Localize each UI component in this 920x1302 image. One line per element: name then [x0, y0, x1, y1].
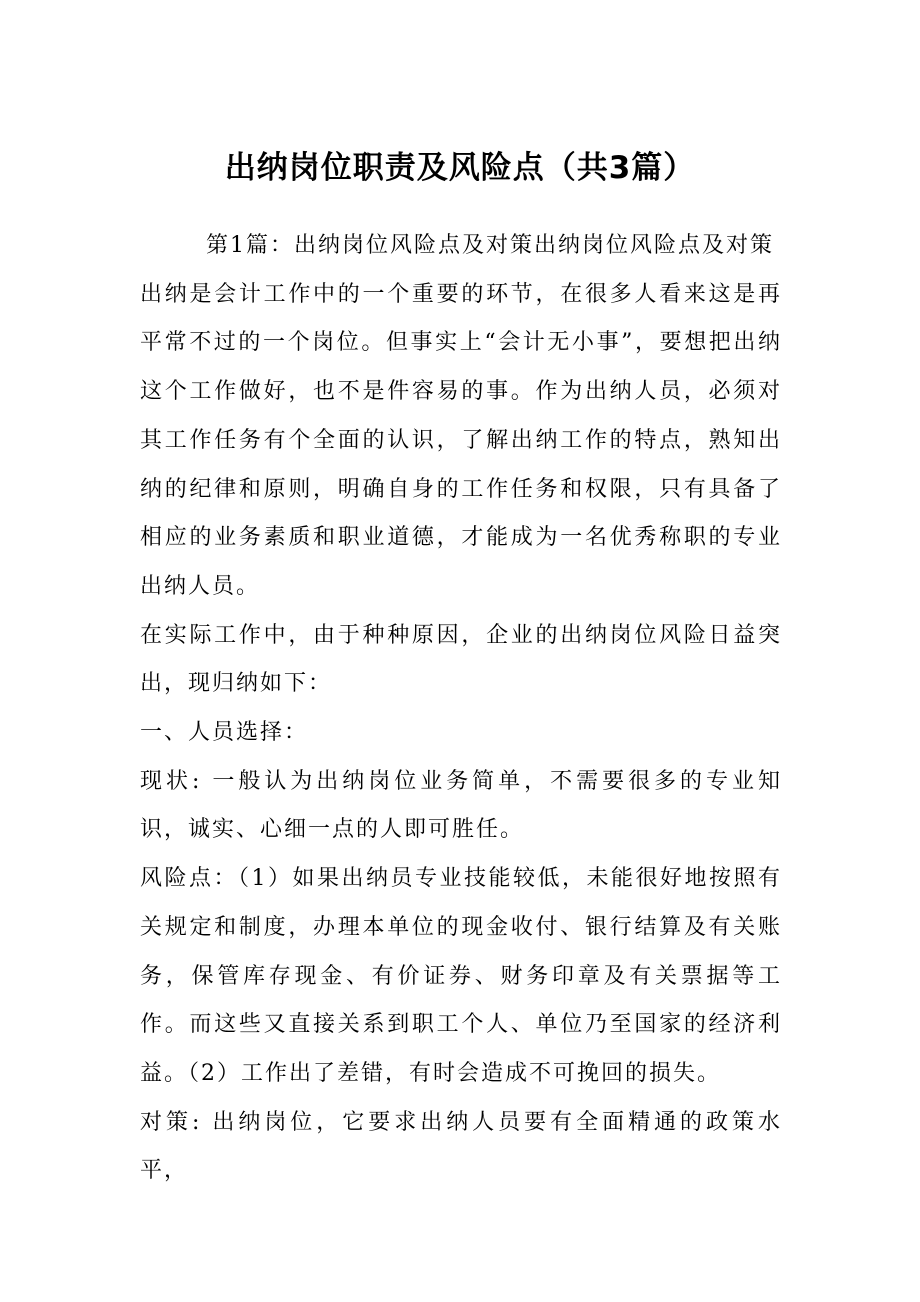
paragraph-intro: 出纳是会计工作中的一个重要的环节，在很多人看来这是再平常不过的一个岗位。但事实上“会计无小事”，要想把出纳这个工作做好，也不是件容易的事。作为出纳人员，必须对其工作任务有个全面的认识，了解出纳工作的特点，熟知出纳的纪律和原则，明确自身的工作任务和权限，只有具备了相应的业务素质和职业道德，才能成为一名优秀称职的专业出纳人员。	[140, 281, 782, 599]
document-body	[140, 222, 782, 1196]
document-title: 出纳岗位职责及风险点（共3篇）	[224, 150, 696, 186]
paragraph-countermeasure: 对策: 出纳岗位，它要求出纳人员要有全面精通的政策水平，	[140, 1109, 782, 1184]
paragraph-risk-summary: 在实际工作中，由于种种原因，企业的出纳岗位风险日益突出，现归纳如下：	[140, 622, 782, 697]
paragraph-personnel-heading: 一、人员选择：	[140, 720, 309, 746]
paragraph-status: 现状: 一般认为出纳岗位业务简单，不需要很多的专业知识，诚实、心细一点的人即可胜任。	[140, 768, 782, 843]
paragraph-section-heading: 第1篇：出纳岗位风险点及对策出纳岗位风险点及对策	[206, 233, 774, 258]
paragraph-risk-points: 风险点：（1）如果出纳员专业技能较低，未能很好地按照有关规定和制度，办理本单位的现金收付、银行结算及有关账务，保管库存现金、有价证券、财务印章及有关票据等工作。而这些又直接关系到职工个人、单位乃至国家的经济利益。（2）工作出了差错，有时会造成不可挽回的损失。	[140, 866, 782, 1086]
